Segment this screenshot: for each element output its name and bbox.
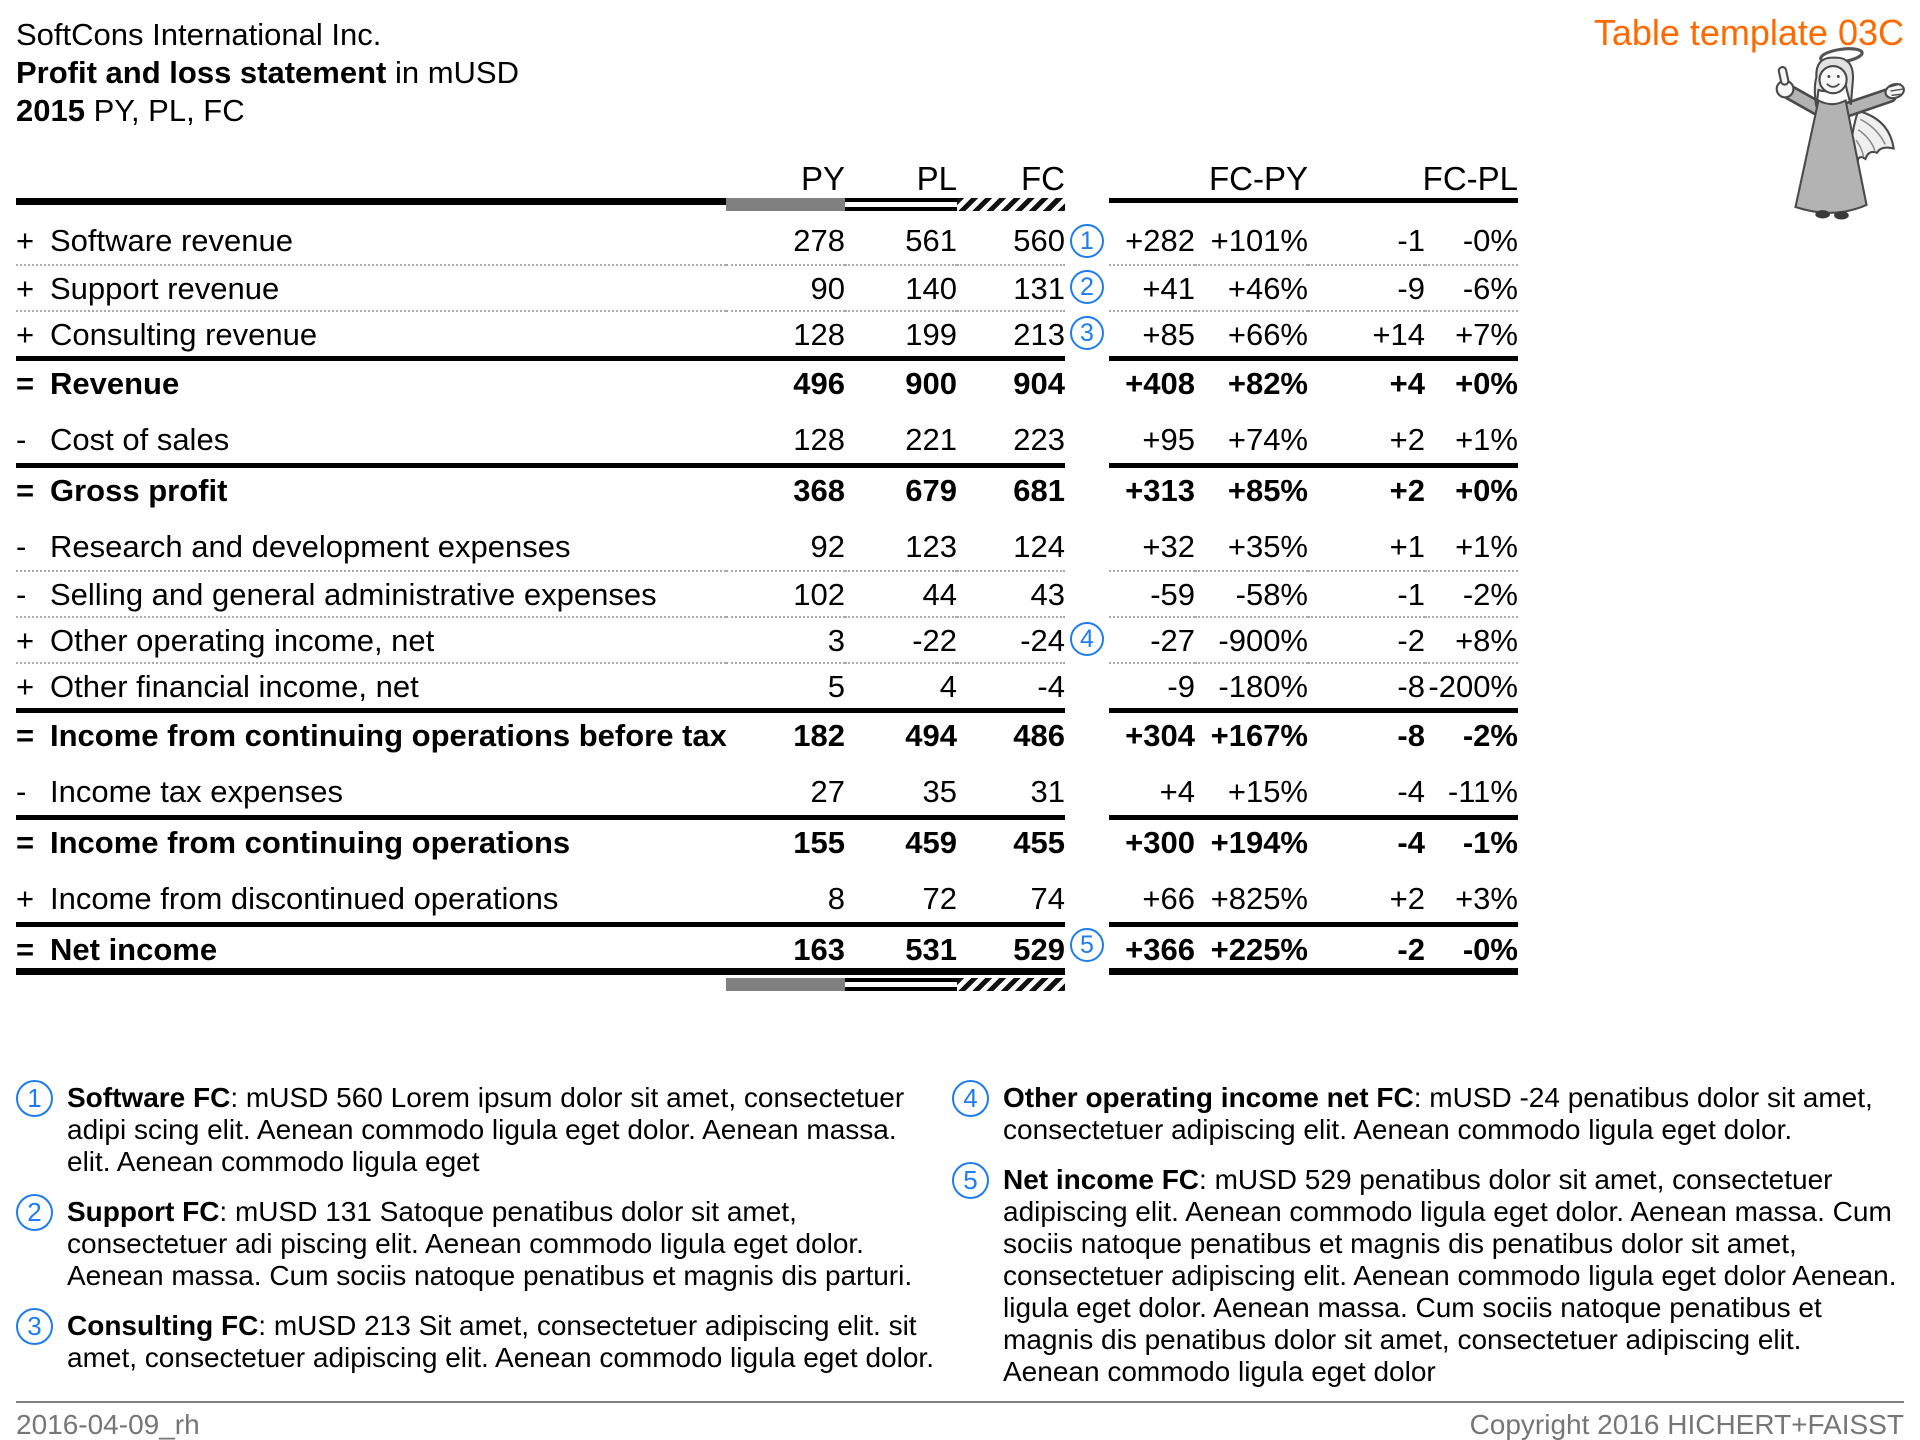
table-bottom-rule — [16, 968, 1518, 996]
note-marker-cell — [1065, 769, 1109, 815]
doc-header — [16, 16, 519, 130]
cell-pl: 531 — [845, 922, 957, 973]
row-label-cell — [16, 922, 726, 973]
cell-fc: 74 — [1030, 881, 1065, 916]
row-sign: - — [16, 422, 27, 457]
note-marker-cell — [1065, 310, 1109, 356]
footnote-body: : mUSD 213 Sit amet, consectetuer adipiscing elit. sit amet, consectetuer adipiscing elit. Aenean commodo ligula eget dolor. — [67, 1310, 934, 1373]
fc-pl-rule — [1308, 198, 1518, 203]
footnote-body: : mUSD 131 Satoque penatibus dolor sit amet, consectetuer adi piscing elit. Aenean commodo ligula eget dolor. Aenean massa. Cum sociis natoque penatibus et magnis dis parturi. — [67, 1196, 913, 1291]
footnote — [16, 1082, 940, 1178]
cell-fc-pl: +2 — [1389, 422, 1425, 457]
cell-pl: 561 — [905, 223, 957, 258]
fc-py-rule — [1109, 198, 1308, 203]
table-row — [16, 616, 1518, 662]
row-label-cell — [16, 662, 726, 710]
note-marker: 5 — [1070, 928, 1104, 962]
cell-fc-pl-pct: -11% — [1447, 774, 1518, 809]
footnote-number: 1 — [16, 1080, 53, 1117]
note-marker: 3 — [1070, 316, 1104, 350]
cell-fc-py: +408 — [1109, 356, 1195, 407]
row-label: Support revenue — [50, 271, 280, 306]
note-marker-cell — [1065, 218, 1109, 264]
cell-fc-py-pct: +35% — [1227, 529, 1308, 564]
cell-fc-pl: -1 — [1397, 223, 1425, 258]
cell-pl: 35 — [922, 774, 957, 809]
row-label: Other financial income, net — [50, 669, 419, 704]
col-header-fc-pl: FC-PL — [1422, 160, 1518, 197]
cell-fc: 560 — [1013, 223, 1065, 258]
note-marker-cell — [1065, 463, 1109, 509]
note-marker-cell — [1065, 876, 1109, 922]
cell-fc-pl: -8 — [1308, 662, 1425, 710]
cell-fc-py: +32 — [1142, 529, 1195, 564]
table-header-row — [16, 148, 1518, 198]
note-marker: 2 — [1070, 270, 1104, 304]
cell-fc-pl-pct: -0% — [1462, 223, 1518, 258]
table-row — [16, 463, 1518, 509]
row-sign: = — [16, 718, 35, 753]
report-title: Profit and loss statement in mUSD — [16, 55, 519, 90]
cell-fc-py: +300 — [1109, 815, 1195, 866]
row-label: Income tax expenses — [50, 774, 343, 809]
cell-fc-pl: -2 — [1308, 616, 1425, 664]
footnote-body: : mUSD 560 Lorem ipsum dolor sit amet, consectetuer adipi scing elit. Aenean commodo ligula eget dolor. Aenean massa. elit. Aenean commodo ligula eget — [67, 1082, 905, 1177]
cell-py: 163 — [726, 922, 845, 973]
cell-fc-pl-pct: -6% — [1425, 264, 1518, 312]
cell-py: 278 — [793, 223, 845, 258]
footnote-text — [67, 1310, 940, 1374]
cell-fc: 131 — [957, 264, 1065, 312]
cell-fc-pl-pct: +1% — [1455, 529, 1518, 564]
cell-fc: 486 — [957, 708, 1065, 759]
cell-pl: 44 — [845, 570, 957, 618]
row-label: Gross profit — [50, 473, 228, 508]
cell-fc-pl-pct: +1% — [1455, 422, 1518, 457]
table-row — [16, 356, 1518, 402]
company-name: SoftCons International Inc. — [16, 17, 382, 52]
note-marker-cell — [1065, 524, 1109, 570]
note-marker-cell — [1065, 356, 1109, 402]
footnote-title: Software FC — [67, 1082, 231, 1113]
row-sign: = — [16, 932, 35, 967]
cell-fc-pl: +4 — [1308, 356, 1425, 407]
table-header-rule — [16, 198, 1518, 218]
cell-py: 182 — [726, 708, 845, 759]
row-label: Income from continuing operations before tax — [50, 718, 727, 753]
cell-fc: 529 — [957, 922, 1065, 973]
table-row — [16, 922, 1518, 968]
col-header-py: PY — [800, 160, 845, 197]
cell-fc-pl: -1 — [1308, 570, 1425, 618]
footnote-text — [1003, 1082, 1904, 1146]
row-label-cell — [16, 876, 726, 922]
row-label-cell — [16, 463, 726, 514]
row-label: Revenue — [50, 366, 180, 401]
cell-pl: 494 — [845, 708, 957, 759]
cell-fc: 904 — [957, 356, 1065, 407]
row-sign: = — [16, 473, 35, 508]
row-label-cell — [16, 616, 726, 664]
row-sign: + — [16, 881, 35, 916]
footer-rule — [16, 1401, 1904, 1403]
cell-fc-py-pct: +46% — [1195, 264, 1308, 312]
row-label-cell — [16, 769, 726, 815]
angel-illustration — [1756, 42, 1906, 230]
cell-fc-py: -9 — [1109, 662, 1195, 710]
cell-fc-pl-pct: -2% — [1425, 570, 1518, 618]
cell-py: 3 — [726, 616, 845, 664]
footnote-number: 3 — [16, 1308, 53, 1345]
cell-fc-pl-pct: -1% — [1425, 815, 1518, 866]
cell-fc-py-pct: +74% — [1227, 422, 1308, 457]
cell-py: 368 — [726, 463, 845, 514]
note-marker-cell — [1065, 662, 1109, 708]
fc-marker-bar-bottom — [957, 978, 1065, 991]
row-sign: - — [16, 529, 27, 564]
row-label-cell — [16, 310, 726, 358]
cell-pl: 221 — [905, 422, 957, 457]
col-header-pl: PL — [916, 160, 957, 197]
table-row — [16, 524, 1518, 570]
cell-pl: 4 — [845, 662, 957, 710]
cell-fc-py-pct: +194% — [1195, 815, 1308, 866]
table-row — [16, 310, 1518, 356]
cell-fc-pl-pct: +0% — [1425, 463, 1518, 514]
cell-py: 8 — [827, 881, 845, 916]
table-row — [16, 876, 1518, 922]
cell-fc-pl: +14 — [1308, 310, 1425, 358]
cell-py: 5 — [726, 662, 845, 710]
row-label-cell — [16, 708, 726, 759]
cell-fc-py: +313 — [1109, 463, 1195, 514]
py-marker-bar — [726, 198, 845, 211]
cell-fc-py: +85 — [1109, 310, 1195, 358]
cell-py: 496 — [726, 356, 845, 407]
cell-pl: 140 — [845, 264, 957, 312]
footnote — [16, 1196, 940, 1292]
footnotes-left-column — [16, 1082, 940, 1374]
cell-fc-pl: +2 — [1389, 881, 1425, 916]
row-label-cell — [16, 264, 726, 312]
cell-fc: -4 — [957, 662, 1065, 710]
footnote-title: Consulting FC — [67, 1310, 259, 1341]
row-label: Income from continuing operations — [50, 825, 571, 860]
cell-pl: 199 — [845, 310, 957, 358]
row-label: Software revenue — [50, 223, 293, 258]
row-label-cell — [16, 356, 726, 407]
footnote-title: Other operating income net FC — [1003, 1082, 1414, 1113]
cell-pl: -22 — [845, 616, 957, 664]
cell-pl: 72 — [922, 881, 957, 916]
table-body — [16, 218, 1518, 996]
row-label: Net income — [50, 932, 218, 967]
cell-fc-py-pct: +101% — [1210, 223, 1308, 258]
cell-fc-py: +95 — [1142, 422, 1195, 457]
col-header-label — [16, 148, 726, 202]
col-header-fc: FC — [1021, 160, 1065, 197]
cell-fc-py: +41 — [1109, 264, 1195, 312]
note-marker-cell — [1065, 616, 1109, 662]
cell-py: 155 — [726, 815, 845, 866]
row-sign: + — [16, 223, 35, 258]
cell-fc: 124 — [1013, 529, 1065, 564]
row-label: Consulting revenue — [50, 317, 318, 352]
row-label-cell — [16, 815, 726, 866]
footnote-text — [67, 1082, 940, 1178]
cell-py: 27 — [810, 774, 845, 809]
cell-fc-py-pct: +82% — [1195, 356, 1308, 407]
row-label: Other operating income, net — [50, 623, 435, 658]
footnote — [952, 1082, 1904, 1146]
row-sign: + — [16, 623, 35, 658]
row-label: Selling and general administrative expenses — [50, 577, 657, 612]
cell-fc-pl-pct: +8% — [1425, 616, 1518, 664]
footnote-title: Net income FC — [1003, 1164, 1200, 1195]
table-row — [16, 417, 1518, 463]
row-label: Research and development expenses — [50, 529, 571, 564]
cell-py: 128 — [726, 310, 845, 358]
pl-marker-bar-bottom — [845, 978, 957, 991]
cell-fc-pl-pct: -200% — [1425, 662, 1518, 710]
cell-py: 90 — [726, 264, 845, 312]
cell-fc-py: -59 — [1109, 570, 1195, 618]
note-marker-cell — [1065, 708, 1109, 754]
footer-copyright: Copyright 2016 HICHERT+FAISST — [1469, 1409, 1904, 1440]
note-marker-cell — [1065, 570, 1109, 616]
row-sign: + — [16, 317, 35, 352]
cell-fc-pl: -2 — [1308, 922, 1425, 973]
cell-pl: 900 — [845, 356, 957, 407]
cell-py: 128 — [793, 422, 845, 457]
note-marker-cell — [1065, 417, 1109, 463]
cell-fc: 213 — [957, 310, 1065, 358]
footnote-body: : mUSD -24 penatibus dolor sit amet, consectetuer adipiscing elit. Aenean commodo ligula eget dolor. — [1003, 1082, 1873, 1145]
cell-fc-pl: -8 — [1308, 708, 1425, 759]
fc-marker-bar — [957, 198, 1065, 211]
row-label-cell — [16, 524, 726, 570]
cell-fc-pl-pct: +3% — [1455, 881, 1518, 916]
cell-pl: 679 — [845, 463, 957, 514]
cell-fc-py: +66 — [1142, 881, 1195, 916]
footnotes-right-column — [952, 1082, 1904, 1388]
footnote-title: Support FC — [67, 1196, 220, 1227]
col-header-fc-py: FC-PY — [1209, 160, 1308, 197]
row-sign: = — [16, 366, 35, 401]
cell-fc-py-pct: -180% — [1195, 662, 1308, 710]
footnote-number: 4 — [952, 1080, 989, 1117]
table-row — [16, 769, 1518, 815]
cell-fc: 31 — [1030, 774, 1065, 809]
row-label: Cost of sales — [50, 422, 230, 457]
cell-py: 102 — [726, 570, 845, 618]
footnote-text — [1003, 1164, 1904, 1388]
cell-fc-pl: +2 — [1308, 463, 1425, 514]
cell-fc-pl-pct: -0% — [1425, 922, 1518, 973]
row-label-cell — [16, 417, 726, 463]
cell-pl: 123 — [905, 529, 957, 564]
cell-fc-py-pct: +167% — [1195, 708, 1308, 759]
footnote-text — [67, 1196, 940, 1292]
cell-fc-py-pct: +66% — [1195, 310, 1308, 358]
cell-fc: 681 — [957, 463, 1065, 514]
cell-fc-py: +282 — [1125, 223, 1195, 258]
note-marker: 4 — [1070, 622, 1104, 656]
face-icon — [1820, 66, 1847, 93]
row-sign: = — [16, 825, 35, 860]
cell-fc: 223 — [1013, 422, 1065, 457]
cell-fc-py: +4 — [1159, 774, 1195, 809]
footnote-number: 2 — [16, 1194, 53, 1231]
cell-fc-py: -27 — [1109, 616, 1195, 664]
cell-fc-pl-pct: -2% — [1425, 708, 1518, 759]
table-row — [16, 662, 1518, 708]
cell-fc-py: +366 — [1109, 922, 1195, 973]
row-sign: - — [16, 577, 27, 612]
cell-fc-pl: +1 — [1389, 529, 1425, 564]
cell-fc-pl: -4 — [1397, 774, 1425, 809]
cell-fc-py-pct: +15% — [1227, 774, 1308, 809]
report-period: 2015 PY, PL, FC — [16, 93, 245, 128]
footnote-body: : mUSD 529 penatibus dolor sit amet, consectetuer adipiscing elit. Aenean commodo ligula eget dolor. Aenean massa. Cum sociis natoque penatibus et magnis dis penatibus dolor sit amet, consectetuer adipiscing elit. Aenean commodo ligula eget dolor Aenean. ligula eget dolor. Aenean massa. Cum sociis natoque penatibus et magnis dis penatibus dolor sit amet, consectetuer adipiscing elit. Aenean commodo ligula eget dolor — [1003, 1164, 1897, 1387]
cell-fc-pl: -9 — [1308, 264, 1425, 312]
cell-fc-py-pct: -900% — [1195, 616, 1308, 664]
footer-date: 2016-04-09_rh — [16, 1409, 200, 1440]
footnote — [952, 1164, 1904, 1388]
row-sign: + — [16, 271, 35, 306]
row-label: Income from discontinued operations — [50, 881, 559, 916]
template-label: Table template 03C — [1593, 12, 1904, 53]
cell-fc-pl: -4 — [1308, 815, 1425, 866]
table-row — [16, 815, 1518, 861]
row-label-cell — [16, 570, 726, 618]
cell-fc-py: +304 — [1109, 708, 1195, 759]
cell-fc: 43 — [957, 570, 1065, 618]
label-column-rule — [16, 198, 726, 205]
pnl-table — [16, 148, 1518, 996]
pl-marker-bar — [845, 198, 957, 211]
cell-fc-py-pct: -58% — [1195, 570, 1308, 618]
cell-py: 92 — [810, 529, 845, 564]
note-marker-cell — [1065, 264, 1109, 310]
table-row — [16, 708, 1518, 754]
table-row — [16, 218, 1518, 264]
cell-fc-py-pct: +225% — [1195, 922, 1308, 973]
footnote-number: 5 — [952, 1162, 989, 1199]
table-row — [16, 264, 1518, 310]
py-marker-bar-bottom — [726, 978, 845, 991]
footnote — [16, 1310, 940, 1374]
cell-pl: 459 — [845, 815, 957, 866]
row-label-cell — [16, 218, 726, 264]
cell-fc-py-pct: +85% — [1195, 463, 1308, 514]
cell-fc-pl-pct: +7% — [1425, 310, 1518, 358]
row-sign: - — [16, 774, 27, 809]
note-marker-cell — [1065, 815, 1109, 861]
cell-fc: 455 — [957, 815, 1065, 866]
cell-fc: -24 — [957, 616, 1065, 664]
cell-fc-py-pct: +825% — [1210, 881, 1308, 916]
note-marker-cell — [1065, 922, 1109, 968]
table-row — [16, 570, 1518, 616]
note-marker: 1 — [1070, 224, 1104, 258]
cell-fc-pl-pct: +0% — [1425, 356, 1518, 407]
row-sign: + — [16, 669, 35, 704]
